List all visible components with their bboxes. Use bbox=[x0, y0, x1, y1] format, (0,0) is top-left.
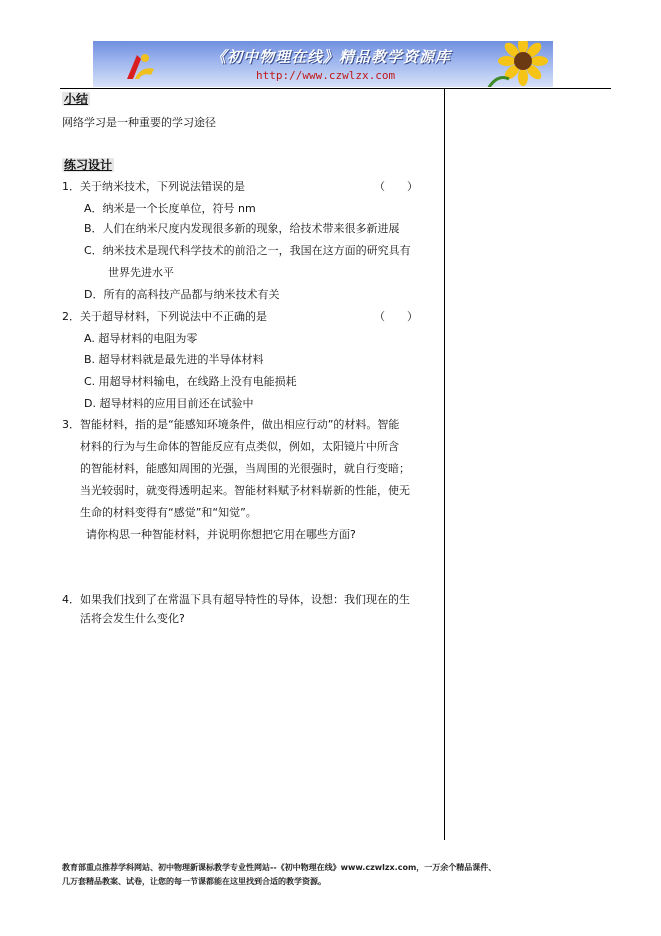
sunflower-icon bbox=[483, 41, 553, 87]
q3-line-1: 3．智能材料，指的是“能感知环境条件，做出相应行动”的材料。智能 bbox=[62, 418, 400, 431]
q3-line-3: 的智能材料，能感知周围的光强，当周围的光很强时，就自行变暗； bbox=[80, 462, 410, 475]
header-banner bbox=[93, 41, 553, 87]
page-column-rule bbox=[444, 88, 445, 840]
q3-line-2: 材料的行为与生命体的智能反应有点类似，例如，太阳镜片中所含 bbox=[80, 440, 399, 453]
q4-line-1: 4．如果我们找到了在常温下具有超导特性的导体，设想：我们现在的生 bbox=[62, 593, 410, 606]
q2-answer-bracket: （ ） bbox=[374, 310, 418, 323]
q2-option-c: C. 用超导材料输电，在线路上没有电能损耗 bbox=[84, 375, 297, 388]
banner-title: 《初中物理在线》精品教学资源库 bbox=[211, 48, 452, 66]
q1-stem: 1．关于纳米技术，下列说法错误的是 bbox=[62, 180, 245, 193]
page-footer bbox=[62, 861, 632, 889]
q1-option-c-cont: 世界先进水平 bbox=[108, 266, 174, 279]
q3-line-5: 生命的材料变得有“感觉”和“知觉”。 bbox=[80, 506, 257, 519]
q2-stem: 2．关于超导材料，下列说法中不正确的是 bbox=[62, 310, 267, 323]
q3-prompt: 请你构思一种智能材料，并说明你想把它用在哪些方面? bbox=[86, 528, 356, 541]
page-top-rule bbox=[60, 88, 611, 89]
exercise-heading: 练习设计 bbox=[64, 158, 113, 172]
q3-line-4: 当光较弱时，就变得透明起来。智能材料赋予材料崭新的性能，使无 bbox=[80, 484, 410, 497]
q1-option-a: A．纳米是一个长度单位，符号 nm bbox=[84, 202, 256, 215]
summary-heading: 小结 bbox=[64, 92, 89, 106]
q4-line-2: 活将会发生什么变化? bbox=[80, 612, 185, 625]
q2-option-d: D. 超导材料的应用目前还在试验中 bbox=[84, 397, 254, 410]
q1-answer-bracket: （ ） bbox=[374, 180, 418, 193]
q1-option-c: C．纳米技术是现代科学技术的前沿之一，我国在这方面的研究具有 bbox=[84, 244, 411, 257]
summary-text: 网络学习是一种重要的学习途径 bbox=[62, 116, 216, 129]
q2-option-a: A. 超导材料的电阻为零 bbox=[84, 332, 198, 345]
banner-url[interactable]: http://www.czwlzx.com bbox=[256, 69, 396, 82]
q2-option-b: B. 超导材料就是最先进的半导体材料 bbox=[84, 353, 264, 366]
footer-line-2: 几万套精品教案、试卷，让您的每一节课都能在这里找到合适的教学资源。 bbox=[62, 877, 326, 886]
site-logo-icon bbox=[123, 49, 157, 83]
q1-option-d: D．所有的高科技产品都与纳米技术有关 bbox=[84, 288, 280, 301]
footer-line-1: 教育部重点推荐学科网站、初中物理新课标教学专业性网站--《初中物理在线》www.czwlzx.com，一万余个精品课件、 bbox=[62, 863, 497, 872]
q1-option-b: B．人们在纳米尺度内发现很多新的现象，给技术带来很多新进展 bbox=[84, 222, 400, 235]
